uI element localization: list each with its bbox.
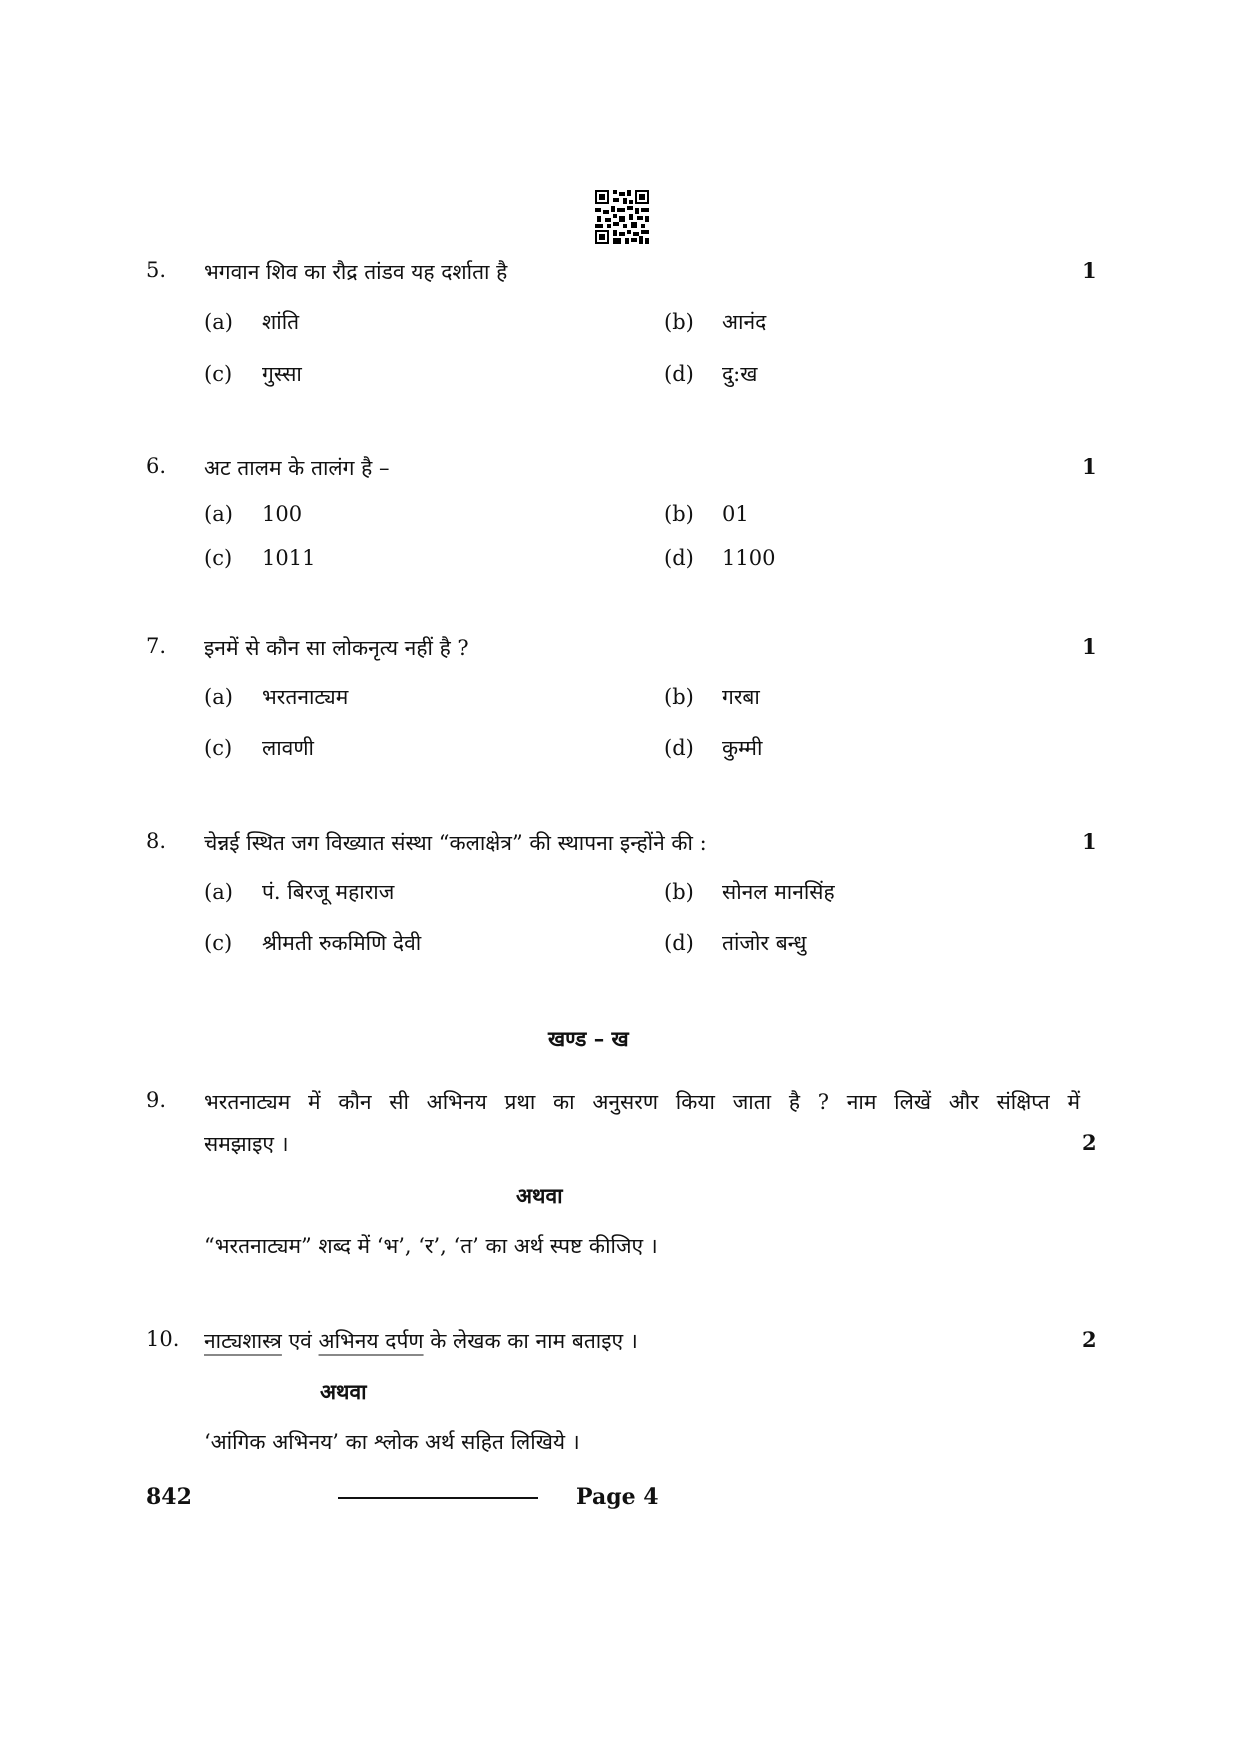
- question-text-line1: भरतनाट्यम में कौन सी अभिनय प्रथा का अनुसरण किया जाता है ? नाम लिखें और संक्षिप्त में: [204, 1090, 1080, 1114]
- footer-divider: [338, 1497, 538, 1499]
- question-marks: 1: [1082, 634, 1097, 659]
- question-number: 9.: [146, 1088, 167, 1112]
- option-label: (c): [204, 546, 233, 570]
- option-c: [204, 546, 315, 570]
- option-label: (d): [664, 736, 694, 760]
- qr-code-graphic: [595, 190, 649, 244]
- question-text: चेन्नई स्थित जग विख्यात संस्था “कलाक्षेत्र” की स्थापना इन्होंने की :: [204, 831, 707, 855]
- option-c: [204, 929, 421, 957]
- alternate-question: “भरतनाट्यम” शब्द में ‘भ’, ‘र’, ‘त’ का अर्थ स्पष्ट कीजिए ।: [204, 1234, 658, 1258]
- option-text: सोनल मानसिंह: [722, 880, 835, 904]
- option-c: [204, 360, 302, 388]
- option-d: [664, 734, 762, 762]
- option-text: श्रीमती रुकमिणि देवी: [262, 931, 422, 955]
- option-text: शांति: [262, 310, 300, 334]
- option-text: पं. बिरजू महाराज: [262, 880, 395, 904]
- option-text: भरतनाट्यम: [262, 685, 349, 709]
- qr-code: [595, 190, 649, 244]
- question-text: अट तालम के तालंग है –: [204, 456, 390, 480]
- option-text: 1011: [262, 546, 316, 570]
- question-number: 10.: [146, 1327, 180, 1351]
- option-a: [204, 308, 299, 336]
- or-label: अथवा: [320, 1379, 367, 1404]
- question-text: भगवान शिव का रौद्र तांडव यह दर्शाता है: [204, 260, 508, 284]
- option-b: [664, 683, 760, 711]
- option-b: [664, 308, 766, 336]
- underlined-term-abhinaya-darpan: अभिनय दर्पण: [318, 1329, 424, 1353]
- option-a: [204, 683, 348, 711]
- option-text: गुस्सा: [262, 362, 302, 386]
- option-label: (c): [204, 736, 233, 760]
- question-text: इनमें से कौन सा लोकनृत्य नहीं है ?: [204, 636, 469, 660]
- question-number: 8.: [146, 829, 167, 853]
- option-label: (d): [664, 546, 694, 570]
- text-remainder: के लेखक का नाम बताइए ।: [423, 1329, 638, 1353]
- question-number: 6.: [146, 454, 167, 478]
- option-label: (b): [664, 310, 694, 334]
- paper-code: 842: [146, 1484, 192, 1510]
- option-text: दु:ख: [722, 362, 758, 386]
- option-a: [204, 878, 394, 906]
- question-marks: 1: [1082, 258, 1097, 283]
- question-text: [204, 1327, 638, 1355]
- option-c: [204, 734, 314, 762]
- question-number: 5.: [146, 258, 167, 282]
- question-marks: 2: [1082, 1130, 1097, 1155]
- option-label: (b): [664, 685, 694, 709]
- question-marks: 1: [1082, 454, 1097, 479]
- section-title: खण्ड – ख: [548, 1026, 629, 1051]
- option-a: [204, 502, 302, 526]
- option-label: (d): [664, 362, 694, 386]
- option-label: (a): [204, 502, 233, 526]
- option-text: आनंद: [722, 310, 767, 334]
- option-text: कुम्मी: [722, 736, 763, 760]
- option-text: गरबा: [722, 685, 760, 709]
- option-d: [664, 546, 775, 570]
- option-label: (a): [204, 880, 233, 904]
- page-number: Page 4: [576, 1484, 659, 1510]
- option-label: (b): [664, 880, 694, 904]
- question-marks: 2: [1082, 1327, 1097, 1352]
- option-text: 100: [262, 502, 303, 526]
- text-connector: एवं: [281, 1329, 319, 1353]
- option-text: 01: [722, 502, 749, 526]
- or-label: अथवा: [516, 1183, 563, 1208]
- option-d: [664, 360, 757, 388]
- option-label: (a): [204, 685, 233, 709]
- option-text: लावणी: [262, 736, 314, 760]
- option-label: (a): [204, 310, 233, 334]
- underlined-term-natyashastra: नाट्यशास्त्र: [204, 1329, 282, 1353]
- option-d: [664, 929, 806, 957]
- option-label: (d): [664, 931, 694, 955]
- option-b: [664, 502, 749, 526]
- option-b: [664, 878, 835, 906]
- question-number: 7.: [146, 634, 167, 658]
- question-marks: 1: [1082, 829, 1097, 854]
- question-text-line2: समझाइए ।: [204, 1132, 289, 1156]
- option-label: (b): [664, 502, 694, 526]
- option-text: तांजोर बन्धु: [722, 931, 807, 955]
- alternate-question: ‘आंगिक अभिनय’ का श्लोक अर्थ सहित लिखिये ।: [204, 1430, 580, 1454]
- option-label: (c): [204, 931, 233, 955]
- option-text: 1100: [722, 546, 776, 570]
- option-label: (c): [204, 362, 233, 386]
